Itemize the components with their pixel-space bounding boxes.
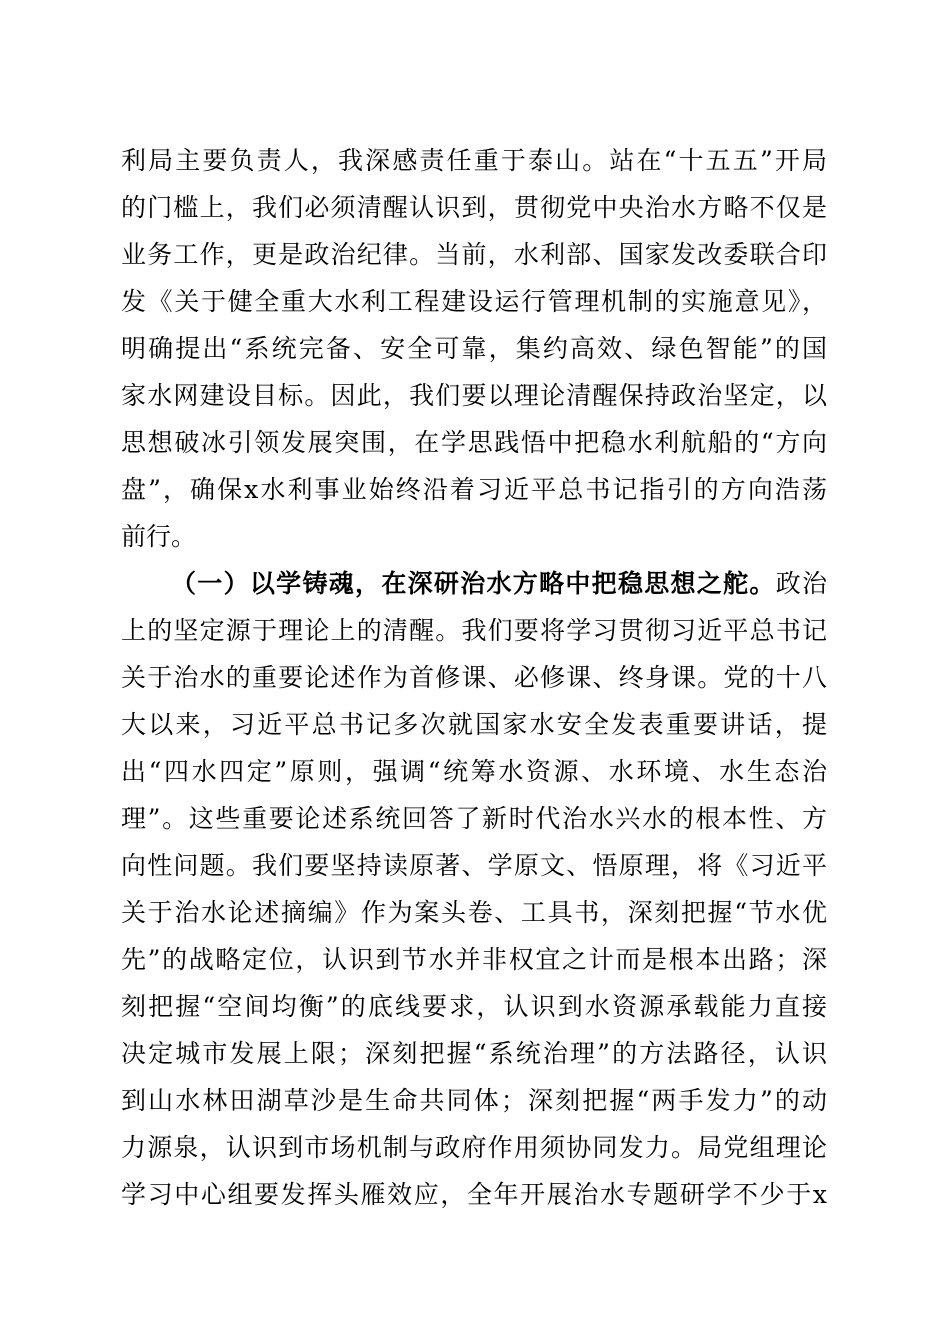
text-line: 出“四水四定”原则，强调“统筹水资源、水环境、水生态治 <box>121 757 827 786</box>
text-line: 明确提出“系统完备、安全可靠，集约高效、绿色智能”的国 <box>121 334 827 363</box>
text-line: 上的坚定源于理论上的清醒。我们要将学习贯彻习近平总书记 <box>121 616 827 645</box>
text-line: 盘”，确保x水利事业始终沿着习近平总书记指引的方向浩荡 <box>121 475 827 504</box>
text-line: 关于治水的重要论述作为首修课、必修课、终身课。党的十八 <box>121 663 827 692</box>
text-line: 家水网建设目标。因此，我们要以理论清醒保持政治坚定，以 <box>121 381 827 410</box>
text-line: 决定城市发展上限；深刻把握“系统治理”的方法路径，认识 <box>121 1039 827 1068</box>
text-line: 先”的战略定位，认识到节水并非权宜之计而是根本出路；深 <box>121 945 827 974</box>
text-line: 力源泉，认识到市场机制与政府作用须协同发力。局党组理论 <box>121 1133 827 1162</box>
text-line: 发《关于健全重大水利工程建设运行管理机制的实施意见》， <box>121 287 827 316</box>
text-line: 利局主要负责人，我深感责任重于泰山。站在“十五五”开局 <box>121 146 827 175</box>
text-line: 业务工作，更是政治纪律。当前，水利部、国家发改委联合印 <box>121 240 827 269</box>
text-line: 学习中心组要发挥头雁效应，全年开展治水专题研学不少于x <box>121 1180 827 1209</box>
text-line: 理”。这些重要论述系统回答了新时代治水兴水的根本性、方 <box>121 804 827 833</box>
text-line: 前行。 <box>121 522 197 551</box>
text-line: 关于治水论述摘编》作为案头卷、工具书，深刻把握“节水优 <box>121 898 827 927</box>
section-heading: （一）以学铸魂，在深研治水方略中把稳思想之舵。 <box>171 569 776 598</box>
heading-line-rest: 政治 <box>775 569 827 598</box>
text-line: 刻把握“空间均衡”的底线要求，认识到水资源承载能力直接 <box>121 992 827 1021</box>
text-line: 思想破冰引领发展突围，在学思践悟中把稳水利航船的“方向 <box>121 428 827 457</box>
text-line: 的门槛上，我们必须清醒认识到，贯彻党中央治水方略不仅是 <box>121 193 827 222</box>
text-line: 大以来，习近平总书记多次就国家水安全发表重要讲话，提 <box>121 710 827 739</box>
section-heading-line <box>171 564 827 604</box>
text-line: 向性问题。我们要坚持读原著、学原文、悟原理，将《习近平 <box>121 851 827 880</box>
text-line: 到山水林田湖草沙是生命共同体；深刻把握“两手发力”的动 <box>121 1086 827 1115</box>
